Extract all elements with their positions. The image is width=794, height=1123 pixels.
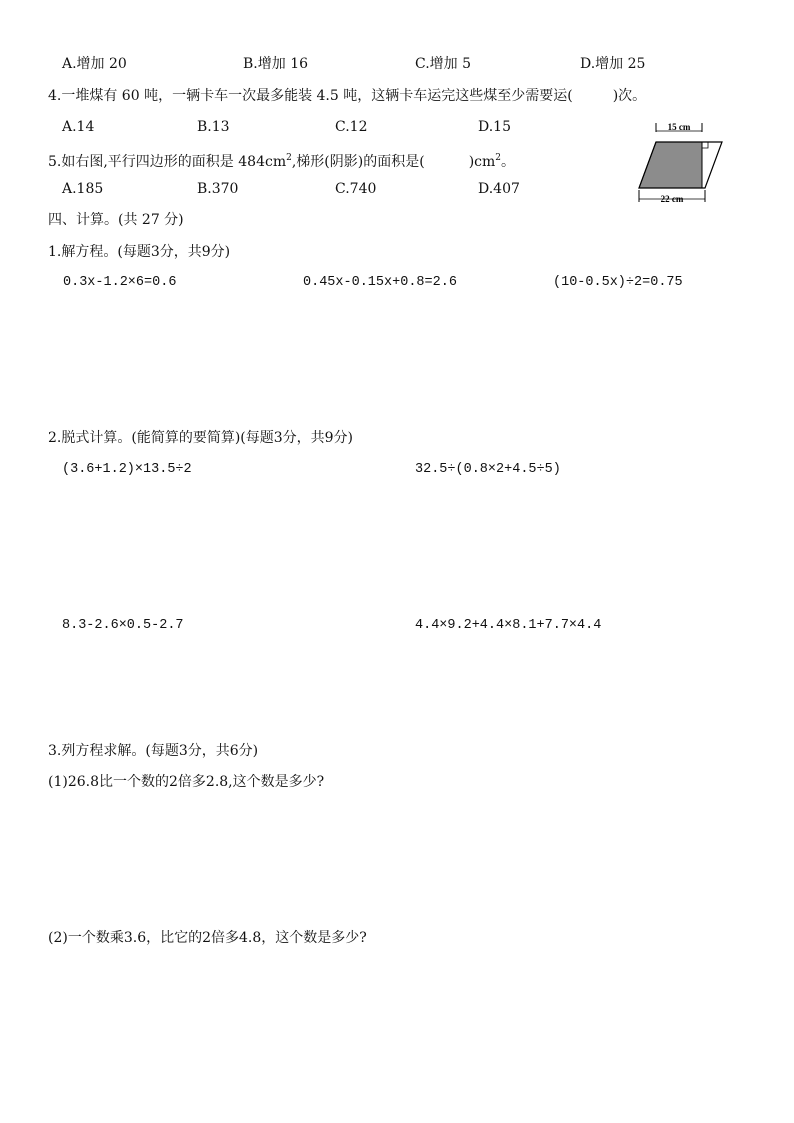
expression-1: (3.6+1.2)×13.5÷2: [62, 462, 192, 477]
q4-option-d: D.15: [478, 119, 511, 135]
expression-2: 32.5÷(0.8×2+4.5÷5): [415, 462, 561, 477]
bottom-dim-label: 22 cm: [660, 194, 684, 204]
expression-3: 8.3-2.6×0.5-2.7: [62, 618, 184, 633]
q4-option-a: A.14: [62, 119, 95, 135]
shaded-trapezoid: [639, 142, 702, 188]
q5-stem-middle: ,梯形(阴影)的面积是(: [291, 154, 425, 170]
right-angle-mark: [702, 142, 708, 148]
q5-stem-before: 5.如右图,平行四边形的面积是 484cm: [48, 154, 287, 170]
word-problem-2: (2)一个数乘3.6，比它的2倍多4.8，这个数是多少?: [48, 930, 367, 946]
word-problem-1: (1)26.8比一个数的2倍多2.8,这个数是多少?: [48, 774, 325, 790]
parallelogram-figure: [636, 120, 726, 206]
q5-stem-after: )cm: [468, 154, 496, 170]
q5-option-a: A.185: [62, 181, 104, 197]
section-4-title: 四、计算。(共 27 分): [48, 212, 184, 228]
q5-unit-sup-2: 2: [495, 153, 501, 163]
q4-option-c: C.12: [335, 119, 368, 135]
expression-4: 4.4×9.2+4.4×8.1+7.7×4.4: [415, 618, 602, 633]
part-1-title: 1.解方程。(每题3分，共9分): [48, 244, 231, 260]
q3-option-d: D.增加 25: [580, 56, 646, 72]
q4-stem-before: 4.一堆煤有 60 吨，一辆卡车一次最多能装 4.5 吨，这辆卡车运完这些煤至少需要运(: [48, 88, 573, 104]
equation-1: 0.3x-1.2×6=0.6: [63, 275, 177, 290]
q5-stem-end: 。: [501, 154, 515, 170]
equation-3: (10-0.5x)÷2=0.75: [553, 275, 683, 290]
part-3-title: 3.列方程求解。(每题3分，共6分): [48, 743, 259, 759]
q4-option-b: B.13: [197, 119, 230, 135]
q3-option-c: C.增加 5: [415, 56, 472, 72]
q5-option-c: C.740: [335, 181, 377, 197]
equation-2: 0.45x-0.15x+0.8=2.6: [303, 275, 457, 290]
q3-option-b: B.增加 16: [243, 56, 309, 72]
q5-option-d: D.407: [478, 181, 520, 197]
top-dim-label: 15 cm: [667, 122, 691, 132]
part-2-title: 2.脱式计算。(能简算的要简算)(每题3分，共9分): [48, 430, 354, 446]
q5-stem: [48, 149, 515, 171]
q3-option-a: A.增加 20: [62, 56, 127, 72]
q5-unit-sup: 2: [286, 153, 292, 163]
q5-option-b: B.370: [197, 181, 239, 197]
q4-stem: [48, 87, 646, 105]
q4-stem-after: )次。: [612, 88, 647, 104]
